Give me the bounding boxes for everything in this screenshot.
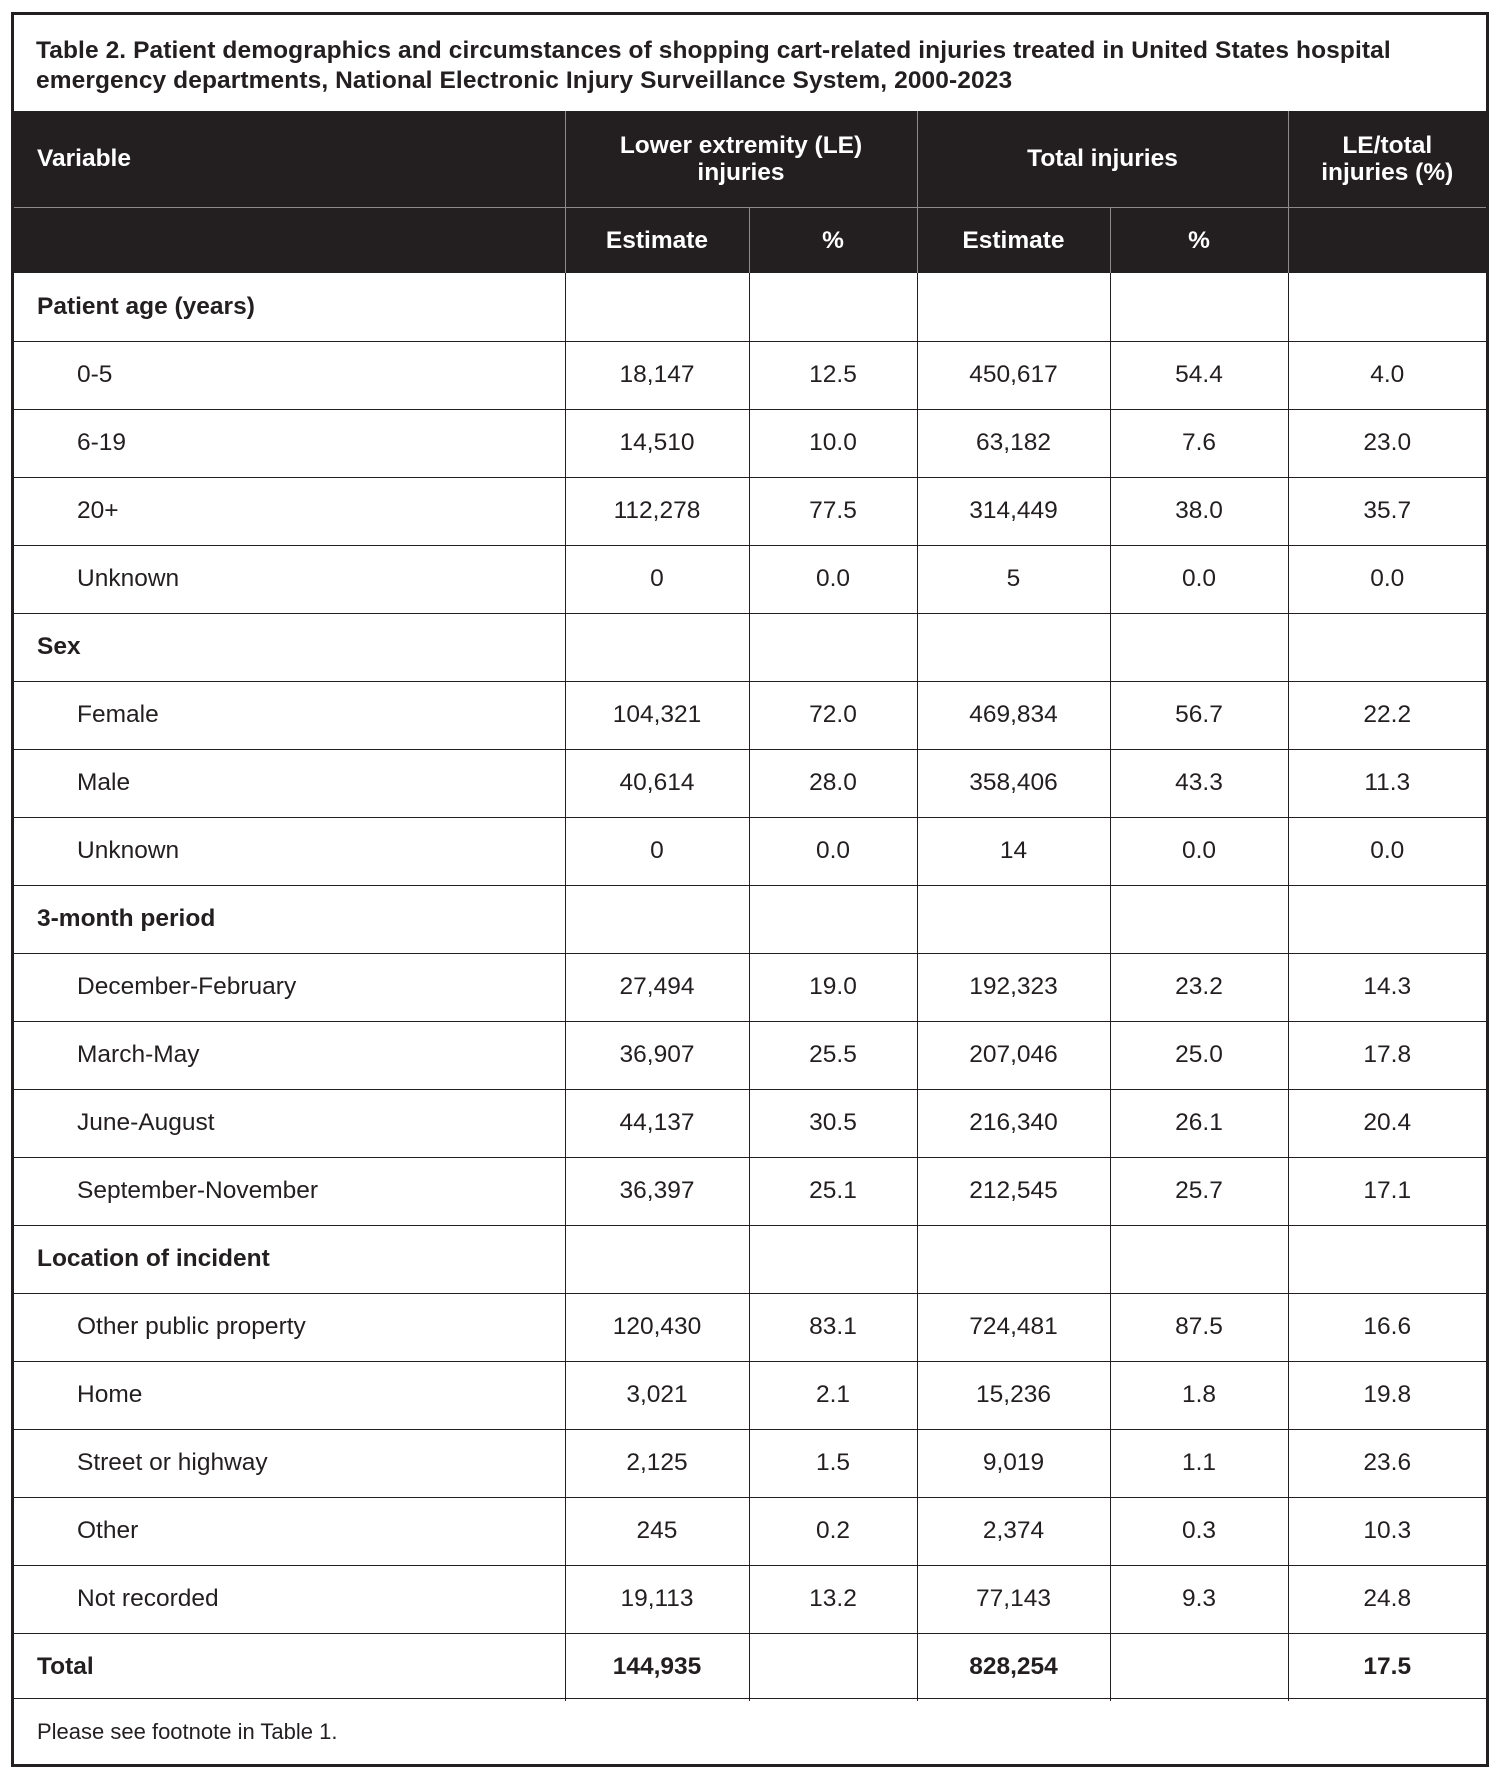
row-label: June-August — [14, 1089, 565, 1157]
total-estimate-cell: 77,143 — [917, 1565, 1110, 1633]
total-estimate-cell: 212,545 — [917, 1157, 1110, 1225]
table-row — [14, 1293, 1486, 1361]
total-percent-cell: 43.3 — [1110, 749, 1288, 817]
empty-cell — [1110, 273, 1288, 341]
le-percent-cell: 1.5 — [749, 1429, 917, 1497]
section-header-row — [14, 1225, 1486, 1293]
header-variable: Variable — [14, 111, 565, 207]
row-label: 20+ — [14, 477, 565, 545]
le-percent-cell: 77.5 — [749, 477, 917, 545]
total-estimate-cell: 14 — [917, 817, 1110, 885]
table-caption: Table 2. Patient demographics and circumstances of shopping cart-related injuries treated in United States hospital emergency departments, National Electronic Injury Surveillance System, 2000-2023 — [36, 37, 1391, 94]
le-total-ratio-cell: 17.8 — [1288, 1021, 1486, 1089]
row-label: Street or highway — [14, 1429, 565, 1497]
total-percent-cell: 7.6 — [1110, 409, 1288, 477]
le-estimate-cell: 36,907 — [565, 1021, 749, 1089]
total-estimate-cell: 207,046 — [917, 1021, 1110, 1089]
total-percent-cell: 25.0 — [1110, 1021, 1288, 1089]
total-estimate-cell: 2,374 — [917, 1497, 1110, 1565]
empty-cell — [749, 273, 917, 341]
le-percent-cell: 28.0 — [749, 749, 917, 817]
total-percent-cell: 0.0 — [1110, 545, 1288, 613]
le-percent-cell: 0.0 — [749, 545, 917, 613]
table-row — [14, 1021, 1486, 1089]
section-title: Patient age (years) — [37, 292, 255, 320]
table-row — [14, 953, 1486, 1021]
total-estimate-cell: 358,406 — [917, 749, 1110, 817]
le-total-ratio-cell: 16.6 — [1288, 1293, 1486, 1361]
total-percent-cell: 0.0 — [1110, 817, 1288, 885]
table-row — [14, 1089, 1486, 1157]
le-percent-cell: 0.0 — [749, 817, 917, 885]
empty-cell — [565, 613, 749, 681]
le-percent-cell: 25.1 — [749, 1157, 917, 1225]
le-estimate-cell: 0 — [565, 545, 749, 613]
le-percent-cell: 72.0 — [749, 681, 917, 749]
le-estimate-cell: 14,510 — [565, 409, 749, 477]
empty-cell — [749, 885, 917, 953]
empty-cell — [565, 1225, 749, 1293]
total-estimate-cell: 216,340 — [917, 1089, 1110, 1157]
row-label: Female — [14, 681, 565, 749]
total-percent-cell: 23.2 — [1110, 953, 1288, 1021]
le-estimate-cell: 18,147 — [565, 341, 749, 409]
le-percent-cell: 13.2 — [749, 1565, 917, 1633]
total-estimate-cell: 5 — [917, 545, 1110, 613]
empty-cell — [917, 1225, 1110, 1293]
le-estimate-cell: 3,021 — [565, 1361, 749, 1429]
table-row — [14, 1429, 1486, 1497]
row-label: December-February — [14, 953, 565, 1021]
header-le-percent: % — [749, 207, 917, 273]
le-percent-cell: 30.5 — [749, 1089, 917, 1157]
header-le-estimate: Estimate — [565, 207, 749, 273]
header-le-injuries — [565, 111, 917, 207]
table-row — [14, 1497, 1486, 1565]
table-row — [14, 341, 1486, 409]
section-header-row — [14, 273, 1486, 341]
header-total-injuries: Total injuries — [917, 111, 1288, 207]
total-le-estimate-cell: 144,935 — [565, 1633, 749, 1701]
row-label: 6-19 — [14, 409, 565, 477]
header-total-percent: % — [1110, 207, 1288, 273]
row-label: Home — [14, 1361, 565, 1429]
row-label: Not recorded — [14, 1565, 565, 1633]
empty-cell — [917, 273, 1110, 341]
empty-cell — [1288, 273, 1486, 341]
row-label: September-November — [14, 1157, 565, 1225]
total-percent-cell: 25.7 — [1110, 1157, 1288, 1225]
table-header — [14, 111, 1486, 273]
le-total-ratio-cell: 0.0 — [1288, 545, 1486, 613]
table-row — [14, 1157, 1486, 1225]
table-row — [14, 749, 1486, 817]
le-total-ratio-cell: 20.4 — [1288, 1089, 1486, 1157]
table-frame — [11, 12, 1489, 1767]
le-percent-cell: 0.2 — [749, 1497, 917, 1565]
le-estimate-cell: 40,614 — [565, 749, 749, 817]
le-estimate-cell: 27,494 — [565, 953, 749, 1021]
section-title: Sex — [14, 613, 565, 681]
header-le-injuries-text: Lower extremity (LE) injuries — [619, 131, 863, 186]
le-percent-cell: 25.5 — [749, 1021, 917, 1089]
section-title: Location of incident — [14, 1225, 565, 1293]
header-blank — [14, 207, 565, 273]
le-estimate-cell: 245 — [565, 1497, 749, 1565]
empty-cell — [749, 1225, 917, 1293]
le-total-ratio-cell: 23.6 — [1288, 1429, 1486, 1497]
le-total-ratio-cell: 19.8 — [1288, 1361, 1486, 1429]
row-label: Other — [14, 1497, 565, 1565]
total-label: Total — [14, 1633, 565, 1701]
total-estimate-cell: 314,449 — [917, 477, 1110, 545]
le-estimate-cell: 19,113 — [565, 1565, 749, 1633]
row-label: Male — [14, 749, 565, 817]
total-estimate-cell: 15,236 — [917, 1361, 1110, 1429]
table-body — [14, 273, 1486, 1701]
total-total-estimate-cell: 828,254 — [917, 1633, 1110, 1701]
table-row — [14, 1361, 1486, 1429]
empty-cell — [1110, 1225, 1288, 1293]
le-total-ratio-cell: 4.0 — [1288, 341, 1486, 409]
empty-cell — [1110, 885, 1288, 953]
total-estimate-cell: 9,019 — [917, 1429, 1110, 1497]
section-title: 3-month period — [14, 885, 565, 953]
header-le-total-pct-text: LE/total injuries (%) — [1321, 131, 1454, 186]
data-table — [14, 111, 1486, 1701]
le-estimate-cell: 0 — [565, 817, 749, 885]
le-percent-cell: 19.0 — [749, 953, 917, 1021]
header-total-estimate: Estimate — [917, 207, 1110, 273]
row-label: 0-5 — [14, 341, 565, 409]
total-percent-cell: 87.5 — [1110, 1293, 1288, 1361]
le-total-ratio-cell: 17.1 — [1288, 1157, 1486, 1225]
table-row — [14, 1565, 1486, 1633]
total-percent-cell: 56.7 — [1110, 681, 1288, 749]
total-le-total-ratio-cell: 17.5 — [1288, 1633, 1486, 1701]
header-blank-ratio — [1288, 207, 1486, 273]
empty-cell — [1110, 613, 1288, 681]
total-total-percent-cell — [1110, 1633, 1288, 1701]
le-percent-cell: 12.5 — [749, 341, 917, 409]
total-estimate-cell: 469,834 — [917, 681, 1110, 749]
le-total-ratio-cell: 0.0 — [1288, 817, 1486, 885]
le-total-ratio-cell: 35.7 — [1288, 477, 1486, 545]
le-estimate-cell: 104,321 — [565, 681, 749, 749]
le-total-ratio-cell: 22.2 — [1288, 681, 1486, 749]
empty-cell — [1288, 885, 1486, 953]
table-row — [14, 477, 1486, 545]
empty-cell — [917, 613, 1110, 681]
le-total-ratio-cell: 24.8 — [1288, 1565, 1486, 1633]
total-percent-cell: 26.1 — [1110, 1089, 1288, 1157]
row-label: March-May — [14, 1021, 565, 1089]
le-percent-cell: 83.1 — [749, 1293, 917, 1361]
le-estimate-cell: 44,137 — [565, 1089, 749, 1157]
total-percent-cell: 0.3 — [1110, 1497, 1288, 1565]
table-row — [14, 817, 1486, 885]
empty-cell — [1288, 613, 1486, 681]
section-header-row — [14, 885, 1486, 953]
le-total-ratio-cell: 14.3 — [1288, 953, 1486, 1021]
total-estimate-cell: 450,617 — [917, 341, 1110, 409]
table-row — [14, 681, 1486, 749]
section-header-row — [14, 613, 1486, 681]
total-percent-cell: 1.1 — [1110, 1429, 1288, 1497]
le-percent-cell: 10.0 — [749, 409, 917, 477]
table-row — [14, 545, 1486, 613]
le-estimate-cell: 36,397 — [565, 1157, 749, 1225]
total-percent-cell: 38.0 — [1110, 477, 1288, 545]
total-percent-cell: 1.8 — [1110, 1361, 1288, 1429]
total-percent-cell: 9.3 — [1110, 1565, 1288, 1633]
table-footnote: Please see footnote in Table 1. — [14, 1698, 1486, 1764]
total-estimate-cell: 192,323 — [917, 953, 1110, 1021]
total-estimate-cell: 63,182 — [917, 409, 1110, 477]
total-percent-cell: 54.4 — [1110, 341, 1288, 409]
le-estimate-cell: 2,125 — [565, 1429, 749, 1497]
empty-cell — [749, 613, 917, 681]
total-estimate-cell: 724,481 — [917, 1293, 1110, 1361]
row-label: Unknown — [14, 545, 565, 613]
empty-cell — [565, 885, 749, 953]
total-le-percent-cell — [749, 1633, 917, 1701]
empty-cell — [1288, 1225, 1486, 1293]
row-label: Other public property — [14, 1293, 565, 1361]
le-total-ratio-cell: 11.3 — [1288, 749, 1486, 817]
header-le-total-pct — [1288, 111, 1486, 207]
empty-cell — [917, 885, 1110, 953]
le-estimate-cell: 112,278 — [565, 477, 749, 545]
row-label: Unknown — [14, 817, 565, 885]
le-estimate-cell: 120,430 — [565, 1293, 749, 1361]
total-row — [14, 1633, 1486, 1701]
le-percent-cell: 2.1 — [749, 1361, 917, 1429]
le-total-ratio-cell: 23.0 — [1288, 409, 1486, 477]
table-row — [14, 409, 1486, 477]
empty-cell — [565, 273, 749, 341]
le-total-ratio-cell: 10.3 — [1288, 1497, 1486, 1565]
